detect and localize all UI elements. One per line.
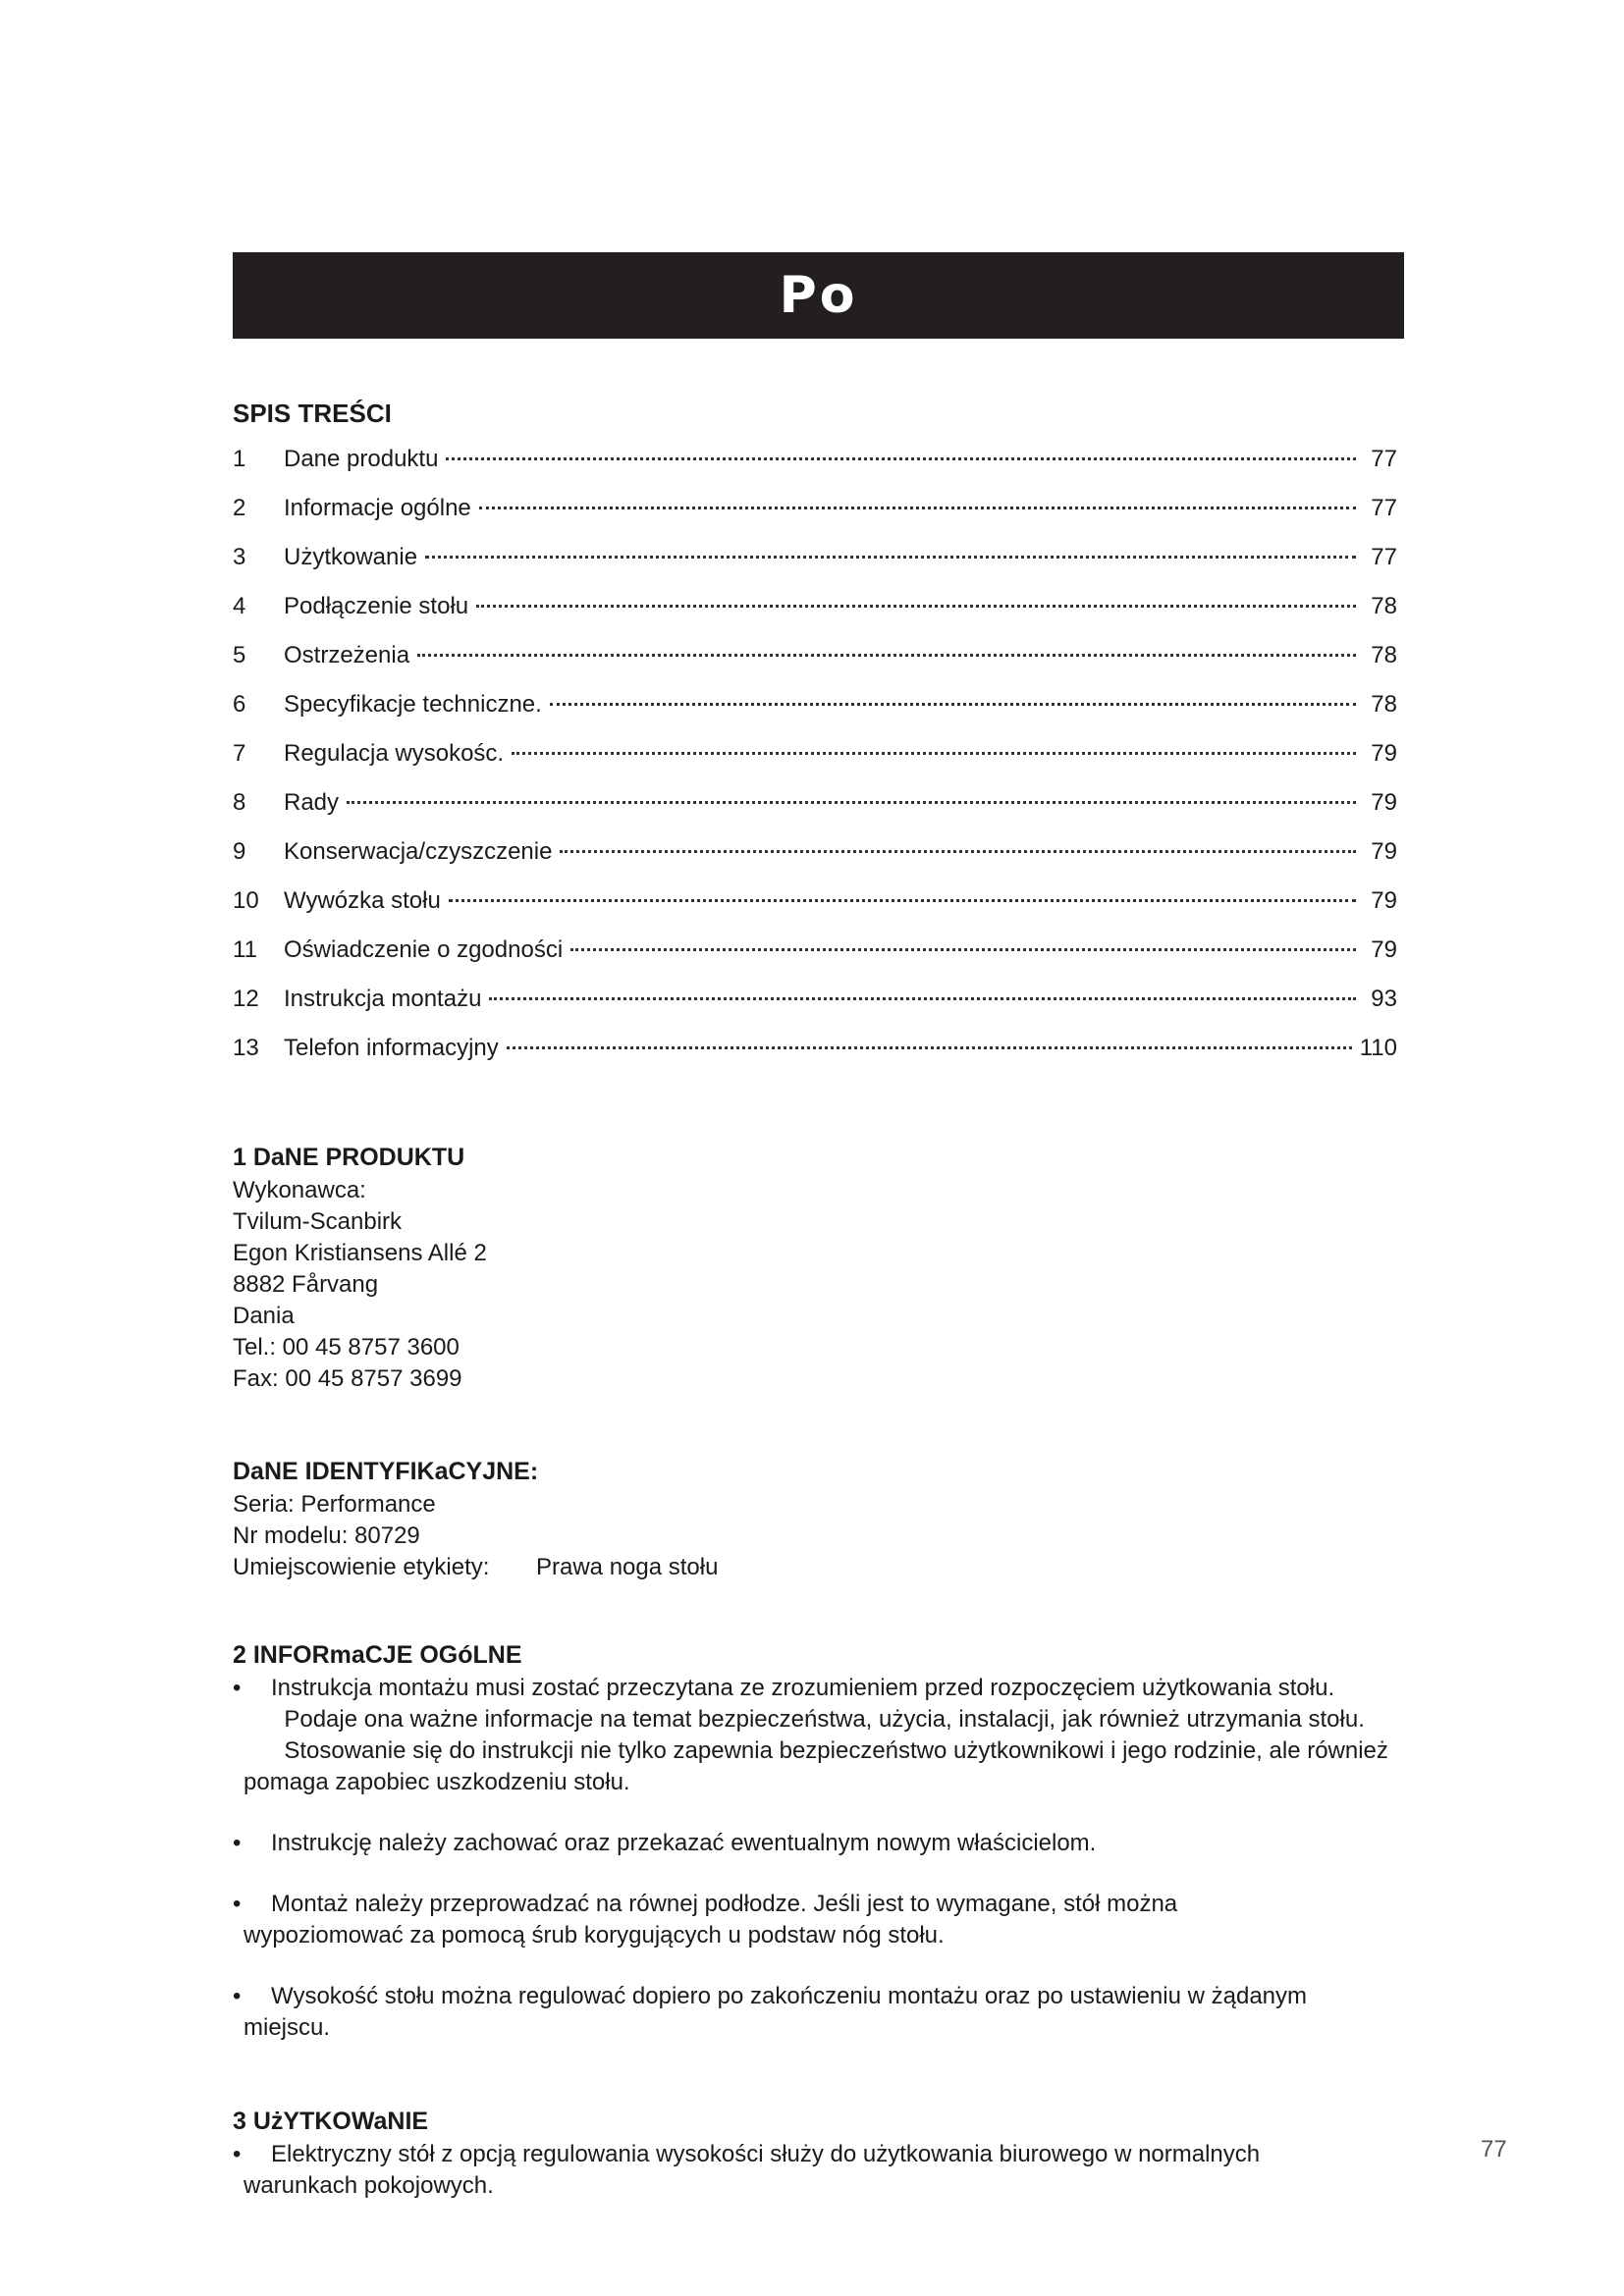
toc-label: Podłączenie stołu [284,593,469,619]
toc-number: 12 [233,986,259,1012]
bullet-text-line: Montaż należy przeprowadzać na równej podłodze. Jeśli jest to wymagane, stół można [271,1891,1178,1917]
language-code: Po [779,266,858,325]
bullet-text-line: wypoziomować za pomocą śrub korygujących u podstaw nóg stołu. [244,1922,945,1949]
toc-leader [479,507,1356,509]
toc-page-number: 78 [1371,642,1397,668]
product-detail-line: 8882 Fårvang [233,1271,379,1298]
toc-row [233,789,1397,838]
toc-page-number: 78 [1371,691,1397,718]
toc-label: Dane produktu [284,446,439,472]
toc-number: 7 [233,740,246,767]
page-number: 77 [1481,2136,1507,2163]
toc-page-number: 77 [1371,495,1397,521]
bullet-icon: • [233,1983,242,2009]
usage-heading: 3 UżYTKOWaNIE [233,2108,429,2135]
toc-leader [489,997,1356,1000]
toc-row [233,1035,1397,1084]
product-detail-line: Tvilum-Scanbirk [233,1208,403,1235]
bullet-text-line: Wysokość stołu można regulować dopiero po zakończeniu montażu oraz po ustawieniu w żądanym [271,1983,1308,2009]
bullet-text-line: warunkach pokojowych. [244,2172,494,2199]
toc-row [233,593,1397,642]
toc-row [233,838,1397,887]
toc-page-number: 79 [1371,789,1397,816]
toc-row [233,691,1397,740]
toc-leader [476,605,1356,608]
bullet-item [233,1828,1411,1859]
toc-label: Informacje ogólne [284,495,471,521]
toc-number: 11 [233,936,257,963]
toc-row [233,495,1397,544]
toc-page-number: 79 [1371,887,1397,914]
toc-row [233,446,1397,495]
toc-page-number: 79 [1371,740,1397,767]
toc-label: Użytkowanie [284,544,418,570]
toc-number: 8 [233,789,246,816]
toc-label: Regulacja wysokośc. [284,740,505,767]
toc-leader [512,752,1356,755]
identification-section [233,1456,718,1583]
toc-page-number: 77 [1371,544,1397,570]
bullet-icon: • [233,2141,242,2167]
product-detail-line: Egon Kristiansens Allé 2 [233,1240,487,1266]
toc-label: Oświadczenie o zgodności [284,936,564,963]
toc-number: 10 [233,887,259,914]
bullet-text-line: pomaga zapobiec uszkodzeniu stołu. [244,1769,630,1795]
series-line: Seria: Performance [233,1491,436,1518]
toc-label: Ostrzeżenia [284,642,410,668]
product-heading: 1 DaNE PRODUKTU [233,1144,465,1171]
product-detail-line: Wykonawca: [233,1177,366,1203]
toc-leader [446,457,1356,460]
toc-page-number: 78 [1371,593,1397,619]
table-of-contents [233,446,1397,1084]
toc-label: Wywózka stołu [284,887,441,914]
bullet-item [233,1889,1411,1951]
usage-section [233,2106,1411,2231]
toc-page-number: 93 [1371,986,1397,1012]
toc-leader [570,948,1356,951]
general-info-heading: 2 INFORmaCJE OGóLNE [233,1641,522,1669]
toc-row [233,544,1397,593]
bullet-text-line: Stosowanie się do instrukcji nie tylko zapewnia bezpieczeństwo użytkownikowi i jego rodzinie, ale również [271,1737,1388,1764]
toc-title: SPIS TREŚCI [233,399,392,428]
bullet-icon: • [233,1675,242,1701]
bullet-item [233,2139,1411,2202]
toc-page-number: 79 [1371,936,1397,963]
toc-page-number: 79 [1371,838,1397,865]
toc-number: 2 [233,495,246,521]
language-banner [233,252,1404,339]
label-location-value: Prawa noga stołu [536,1554,719,1580]
toc-leader [550,703,1356,706]
bullet-text-line: Instrukcję należy zachować oraz przekazać ewentualnym nowym właścicielom. [271,1830,1097,1856]
toc-row [233,887,1397,936]
toc-number: 3 [233,544,246,570]
bullet-text-line: Podaje ona ważne informacje na temat bezpieczeństwa, użycia, instalacji, jak również utrzymania stołu. [271,1706,1365,1733]
toc-row [233,642,1397,691]
bullet-item [233,1673,1411,1798]
toc-number: 6 [233,691,246,718]
toc-leader [560,850,1356,853]
general-info-section [233,1639,1411,2073]
toc-number: 4 [233,593,246,619]
bullet-icon: • [233,1830,242,1856]
product-detail-line: Dania [233,1303,295,1329]
toc-page-number: 77 [1371,446,1397,472]
product-details [233,1175,487,1395]
toc-number: 13 [233,1035,259,1061]
toc-leader [417,654,1356,657]
toc-label: Instrukcja montażu [284,986,482,1012]
model-line: Nr modelu: 80729 [233,1522,420,1549]
toc-row [233,740,1397,789]
toc-leader [449,899,1356,902]
toc-label: Konserwacja/czyszczenie [284,838,553,865]
toc-number: 9 [233,838,246,865]
toc-number: 1 [233,446,246,472]
toc-label: Telefon informacyjny [284,1035,499,1061]
usage-list [233,2139,1411,2202]
identification-heading: DaNE IDENTYFIKaCYJNE: [233,1458,539,1485]
toc-row [233,936,1397,986]
product-detail-line: Tel.: 00 45 8757 3600 [233,1334,460,1361]
toc-page-number: 110 [1359,1035,1397,1061]
general-info-list [233,1673,1411,2044]
label-location-key: Umiejscowienie etykiety: [233,1554,490,1580]
label-location-row [233,1552,718,1583]
toc-number: 5 [233,642,246,668]
bullet-item [233,1981,1411,2044]
bullet-text-line: Elektryczny stół z opcją regulowania wysokości służy do użytkowania biurowego w normalnych [271,2141,1261,2167]
bullet-text-line: miejscu. [244,2014,331,2041]
toc-leader [425,556,1356,559]
toc-label: Rady [284,789,340,816]
bullet-icon: • [233,1891,242,1917]
bullet-text-line: Instrukcja montażu musi zostać przeczytana ze zrozumieniem przed rozpoczęciem użytkowania stołu. [271,1675,1335,1701]
toc-leader [507,1046,1352,1049]
product-detail-line: Fax: 00 45 8757 3699 [233,1365,462,1392]
toc-row [233,986,1397,1035]
toc-leader [347,801,1356,804]
toc-label: Specyfikacje techniczne. [284,691,542,718]
product-section [233,1142,487,1395]
